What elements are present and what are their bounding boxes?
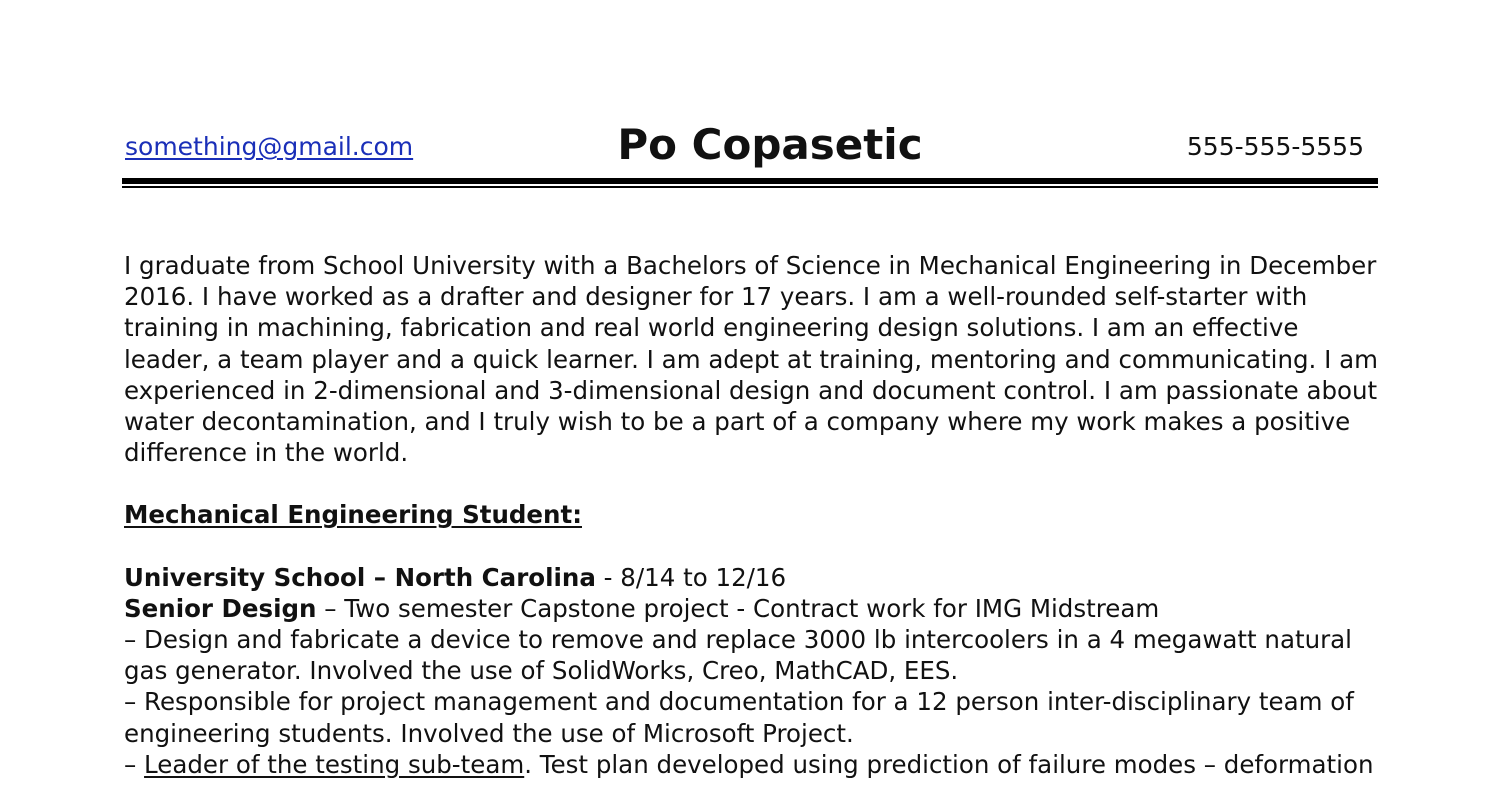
school-name: University School – North Carolina xyxy=(124,562,596,592)
section-heading: Mechanical Engineering Student: xyxy=(124,500,582,530)
header-rule-thick xyxy=(122,178,1378,184)
project-description: – Two semester Capstone project - Contract work for IMG Midstream xyxy=(316,593,1160,623)
education-entry xyxy=(124,562,1380,780)
project-title: Senior Design xyxy=(124,593,317,623)
resume-header xyxy=(122,118,1378,178)
applicant-name: Po Copasetic xyxy=(617,120,923,169)
phone-number: 555-555-5555 xyxy=(1186,132,1364,161)
summary-paragraph: I graduate from School University with a Bachelors of Science in Mechanical Engineering in December 2016. I have worked as a drafter and designer for 17 years. I am a well-rounded self-starter with training in machining, fabrication and real world engineering design solutions. I am an effective leader, a team player and a quick learner. I am adept at training, mentoring and communicating. I am experienced in 2-dimensional and 3-dimensional design and document control. I am passionate about water decontamination, and I truly wish to be a part of a company where my work makes a positive difference in the world. xyxy=(124,251,1379,468)
bullet-item: – Responsible for project management and documentation for a 12 person inter-disciplinary team of engineering students. Involved the use of Microsoft Project. xyxy=(124,687,1354,748)
school-line xyxy=(124,562,1380,593)
header-rule-thin xyxy=(122,186,1378,188)
email-link[interactable]: something@gmail.com xyxy=(125,132,414,161)
bullet-item: – Design and fabricate a device to remove and replace 3000 lb intercoolers in a 4 megawatt natural gas generator. Involved the use of SolidWorks, Creo, MathCAD, EES. xyxy=(124,625,1352,686)
bullet-rest: . Test plan developed using prediction of failure modes – deformation xyxy=(524,749,1374,779)
school-dates: - 8/14 to 12/16 xyxy=(595,562,787,592)
bullet-prefix: – xyxy=(124,749,145,779)
resume-body xyxy=(124,250,1380,780)
bullet-item xyxy=(124,749,1380,780)
testing-subteam-text: Leader of the testing sub-team xyxy=(144,749,525,779)
project-line xyxy=(124,593,1380,624)
